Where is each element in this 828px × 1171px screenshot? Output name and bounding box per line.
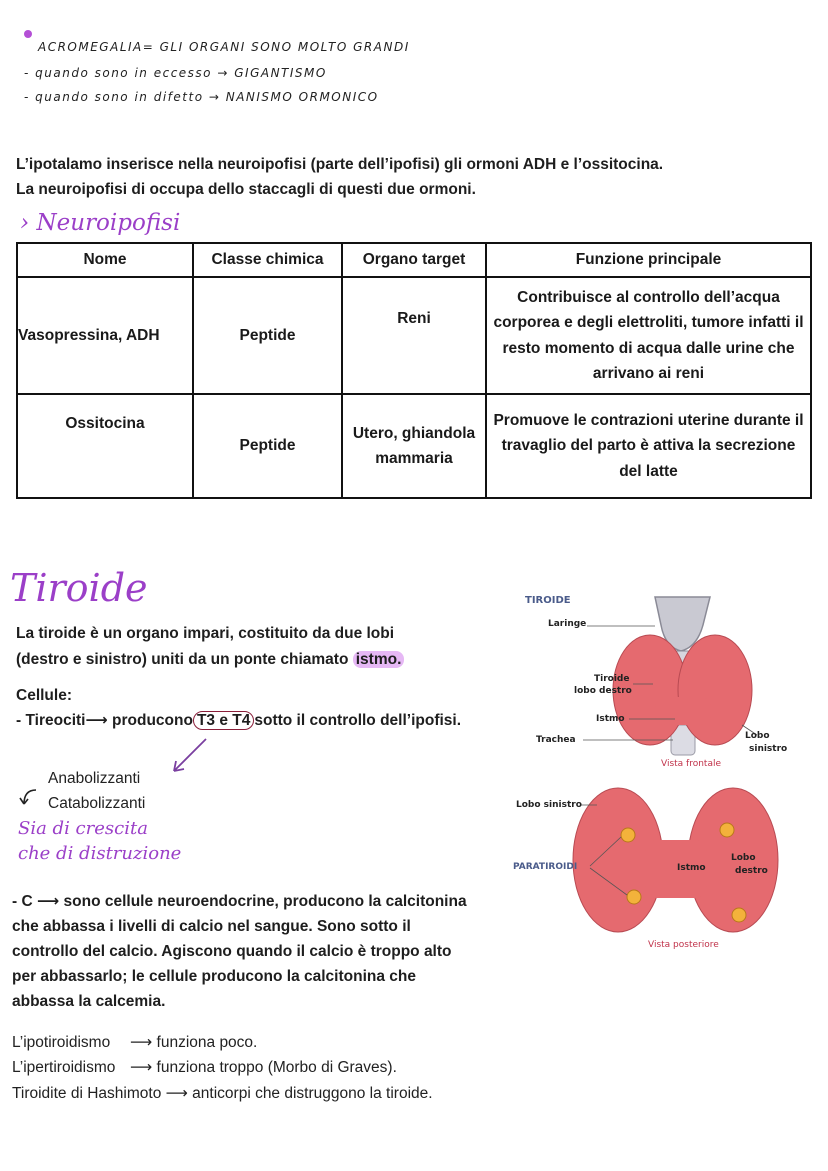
istmo-highlight: istmo. xyxy=(353,651,405,668)
thyroid-illustration xyxy=(505,585,805,965)
tiroide-desc-1: La tiroide è un organo impari, costituito da due lobi xyxy=(16,625,395,642)
note-eccesso: quando sono in eccesso xyxy=(35,66,213,80)
thyroid-diagram xyxy=(505,585,805,965)
cell-classe: Peptide xyxy=(193,277,342,394)
arrow-to-anabolizzanti-icon xyxy=(160,735,220,780)
cell-classe: Peptide xyxy=(193,394,342,498)
label-istmo-post: Istmo xyxy=(677,863,706,873)
note-nanismo: - quando sono in difetto → NANISMO ORMONICO xyxy=(24,90,379,104)
note-gigantismo-label: GIGANTISMO xyxy=(234,66,327,80)
catabolizzanti: Catabolizzanti xyxy=(48,795,146,812)
arrow-icon: ⟶ xyxy=(130,1034,157,1051)
arrow-icon: ⟶ xyxy=(32,893,64,910)
c-cells-paragraph: - C ⟶ sono cellule neuroendocrine, producono la calcitonina che abbassa i livelli di calcio nel sangue. Sono sotto il controllo del calcio. Agiscono quando il calcio è troppo alto per abbassarlo; le cellule producono la calcitonina che abbassa la calcemia. xyxy=(12,893,467,1010)
cell-nome: Ossitocina xyxy=(17,394,193,498)
intro-line-2: La neuroipofisi di occupa dello staccagli di questi due ormoni. xyxy=(16,181,476,198)
handwritten-note-1: Sia di crescita xyxy=(18,818,148,839)
table-row xyxy=(17,394,811,498)
chevron-right-icon: › xyxy=(20,210,30,236)
cell-nome: Vasopressina, ADH xyxy=(17,277,193,394)
note-gigantismo: - quando sono in eccesso → GIGANTISMO xyxy=(24,66,327,80)
ipotiroidismo-line: L’ipotiroidismo ⟶ funziona poco. xyxy=(12,1034,258,1051)
cellule-label: Cellule: xyxy=(16,687,72,704)
tiroide-desc-2: (destro e sinistro) uniti da un ponte chiamato istmo. xyxy=(16,647,404,672)
label-lobo-sinistro-a: Lobo xyxy=(745,731,770,741)
cell-organo: Utero, ghiandola mammaria xyxy=(342,394,486,498)
col-header-organo: Organo target xyxy=(342,243,486,277)
intro-line-1: L’ipotalamo inserisce nella neuroipofisi (parte dell’ipofisi) gli ormoni ADH e l’ossitocina. xyxy=(16,156,664,173)
caption-vista-posteriore: Vista posteriore xyxy=(648,940,719,950)
curved-arrow-icon xyxy=(16,784,42,812)
arrow-icon: → xyxy=(217,66,235,80)
note-acromegalia: ACROMEGALIA= GLI ORGANI SONO MOLTO GRANDI xyxy=(38,40,410,54)
label-lobo-destro-a: Lobo xyxy=(731,853,756,863)
col-header-classe: Classe chimica xyxy=(193,243,342,277)
col-header-funzione: Funzione principale xyxy=(486,243,811,277)
cell-organo: Reni xyxy=(342,277,486,394)
arrow-icon: ⟶ xyxy=(85,712,113,729)
label-laringe: Laringe xyxy=(548,619,587,629)
label-lobo-destro-b: destro xyxy=(735,866,768,876)
label-lobo-sinistro-post: Lobo sinistro xyxy=(516,800,582,810)
label-lobo-destro: lobo destro xyxy=(574,686,632,696)
hormone-table xyxy=(16,242,812,499)
arrow-icon: ⟶ xyxy=(130,1059,157,1076)
label-istmo: Istmo xyxy=(596,714,625,724)
note-difetto: quando sono in difetto xyxy=(35,90,204,104)
label-lobo-sinistro-b: sinistro xyxy=(749,744,788,754)
caption-vista-frontale: Vista frontale xyxy=(661,759,722,769)
note-nanismo-label: NANISMO ORMONICO xyxy=(225,90,379,104)
ipertiroidismo-line: L’ipertiroidismo ⟶ funziona troppo (Morbo di Graves). xyxy=(12,1059,397,1076)
section-title-neuroipofisi: › Neuroipofisi xyxy=(20,210,181,236)
label-paratiroidi: PARATIROIDI xyxy=(513,862,578,872)
handwritten-note-2: che di distruzione xyxy=(18,843,182,864)
t3-t4-circled: T3 e T4 xyxy=(193,711,254,730)
col-header-nome: Nome xyxy=(17,243,193,277)
anabolizzanti: Anabolizzanti xyxy=(48,770,141,787)
diagram-title: TIROIDE xyxy=(525,595,571,606)
arrow-icon: → xyxy=(208,90,226,104)
label-trachea: Trachea xyxy=(536,735,576,745)
hashimoto-line: Tiroidite di Hashimoto ⟶ anticorpi che distruggono la tiroide. xyxy=(12,1085,433,1102)
tireociti-line: - Tireociti⟶ producono T3 e T4 sotto il controllo dell’ipofisi. xyxy=(16,712,462,729)
label-tiroide: Tiroide xyxy=(594,674,630,684)
table-header-row xyxy=(17,243,811,277)
bullet-dot xyxy=(24,30,32,38)
cell-funzione: Promuove le contrazioni uterine durante il travaglio del parto è attiva la secrezione del latte xyxy=(486,394,811,498)
table-row xyxy=(17,277,811,394)
section-title-tiroide: Tiroide xyxy=(10,566,148,610)
cell-funzione: Contribuisce al controllo dell’acqua corporea e degli elettroliti, tumore infatti il resto momento di acqua dalle urine che arrivano ai reni xyxy=(486,277,811,394)
arrow-icon: ⟶ xyxy=(161,1085,193,1102)
